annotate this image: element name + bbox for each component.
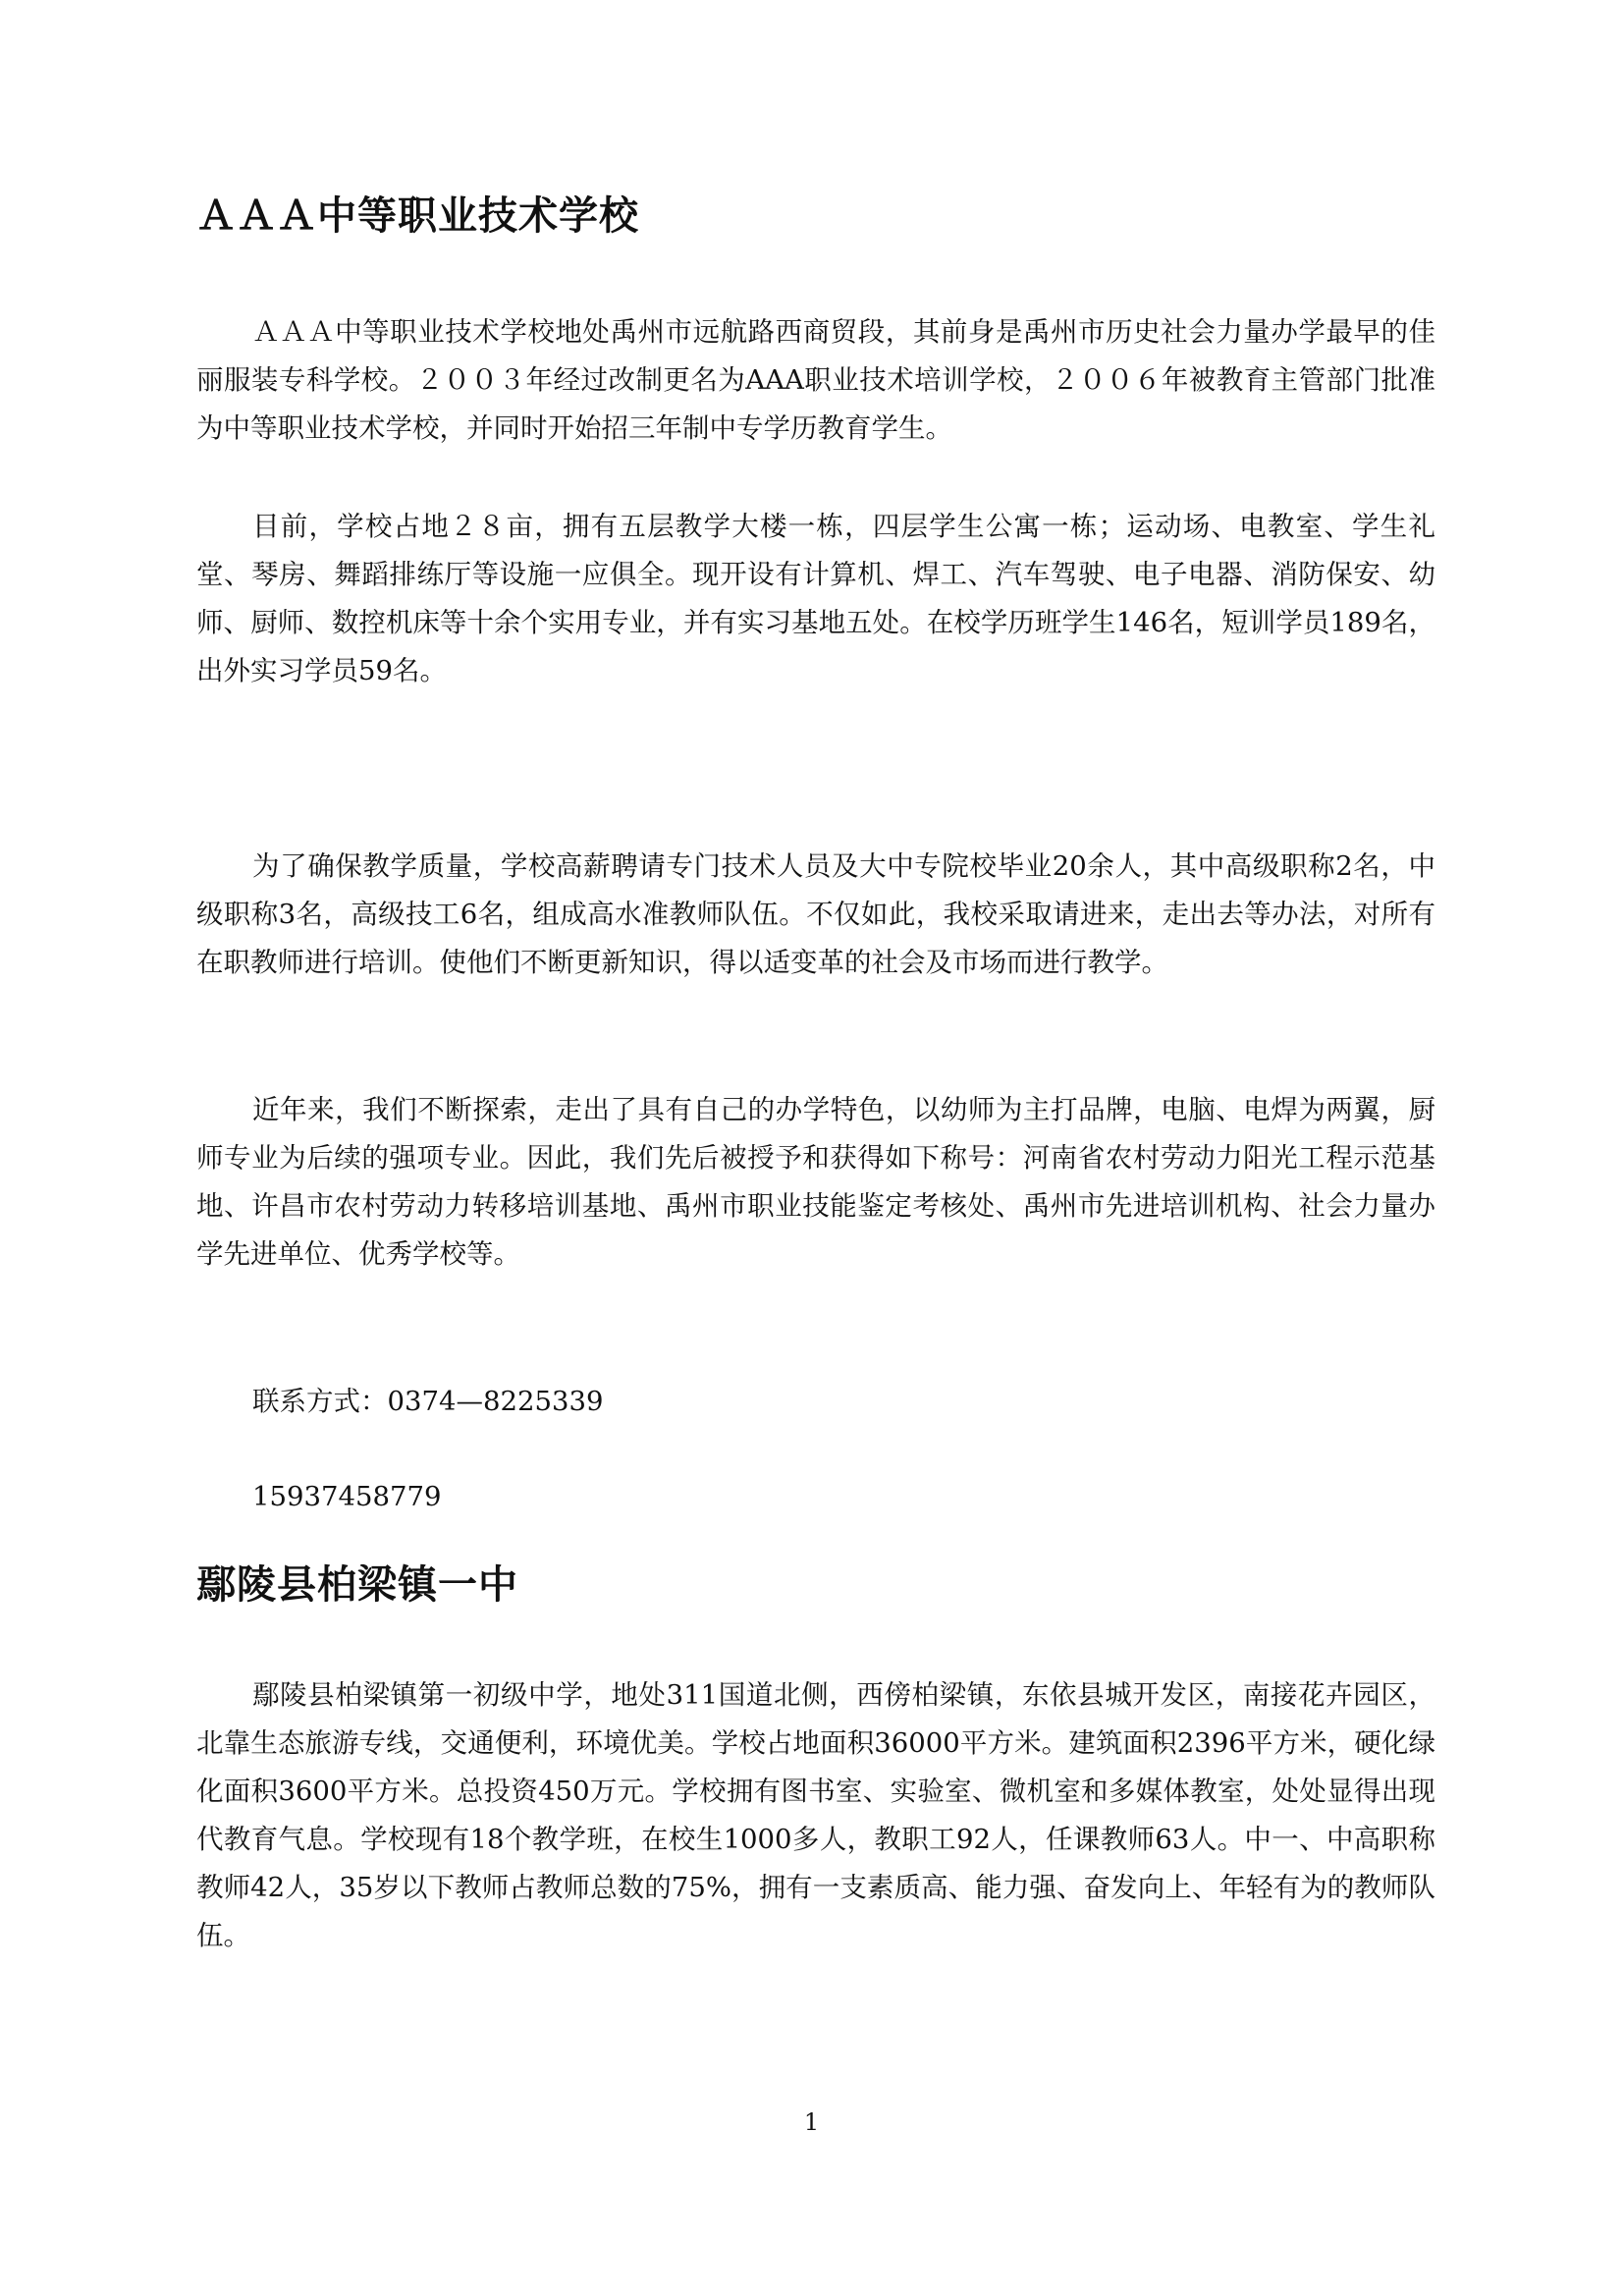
paragraph: 为了确保教学质量，学校高薪聘请专门技术人员及大中专院校毕业20余人，其中高级职称2名，中级职称3名，高级技工6名，组成高水准教师队伍。不仅如此，我校采取请进来，走出去等办法，对所有在职教师进行培训。使他们不断更新知识，得以适变革的社会及市场而进行教学。 xyxy=(196,850,1435,978)
section-title: ＡＡＡ中等职业技术学校 xyxy=(196,192,639,239)
contact-line: 联系方式：0374—8225339 xyxy=(252,1386,604,1417)
page-number: 1 xyxy=(803,2108,820,2136)
contact-phone: 15937458779 xyxy=(252,1481,442,1512)
paragraph: ＡＡＡ中等职业技术学校地处禹州市远航路西商贸段，其前身是禹州市历史社会力量办学最早的佳丽服装专科学校。２００３年经过改制更名为AAA职业技术培训学校，２００６年被教育主管部门批准为中等职业技术学校，并同时开始招三年制中专学历教育学生。 xyxy=(196,316,1435,444)
paragraph: 目前，学校占地２８亩，拥有五层教学大楼一栋，四层学生公寓一栋；运动场、电教室、学生礼堂、琴房、舞蹈排练厅等设施一应俱全。现开设有计算机、焊工、汽车驾驶、电子电器、消防保安、幼师、厨师、数控机床等十余个实用专业，并有实习基地五处。在校学历班学生146名，短训学员189名，出外实习学员59名。 xyxy=(196,511,1435,686)
paragraph: 近年来，我们不断探索，走出了具有自己的办学特色，以幼师为主打品牌，电脑、电焊为两翼，厨师专业为后续的强项专业。因此，我们先后被授予和获得如下称号：河南省农村劳动力阳光工程示范基地、许昌市农村劳动力转移培训基地、禹州市职业技能鉴定考核处、禹州市先进培训机构、社会力量办学先进单位、优秀学校等。 xyxy=(196,1094,1435,1270)
section-title: 鄢陵县柏梁镇一中 xyxy=(196,1561,518,1608)
paragraph: 鄢陵县柏梁镇第一初级中学，地处311国道北侧，西傍柏梁镇，东依县城开发区，南接花卉园区，北靠生态旅游专线，交通便利，环境优美。学校占地面积36000平方米。建筑面积2396平方米，硬化绿化面积3600平方米。总投资450万元。学校拥有图书室、实验室、微机室和多媒体教室，处处显得出现代教育气息。学校现有18个教学班，在校生1000多人，教职工92人，任课教师63人。中一、中高职称教师42人，35岁以下教师占教师总数的75%，拥有一支素质高、能力强、奋发向上、年轻有为的教师队伍。 xyxy=(196,1679,1435,1951)
